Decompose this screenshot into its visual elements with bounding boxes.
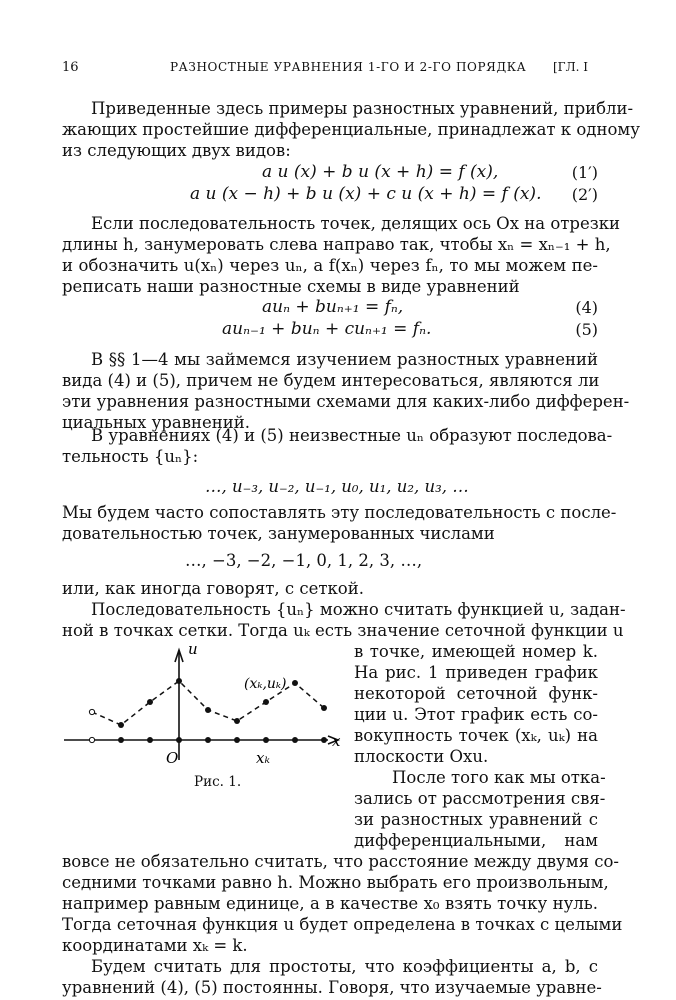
para8-line: вовсе не обязательно считать, что расстояние между двумя со- bbox=[62, 852, 619, 871]
equation-2-number: (2′) bbox=[571, 185, 598, 204]
para8-line: например равным единице, а в качестве x₀ взять точку нуль. bbox=[62, 894, 598, 913]
graph-dashed-polyline bbox=[92, 681, 324, 725]
para7-wrap-line: плоскости Oxu. bbox=[354, 747, 489, 766]
grid-node bbox=[234, 737, 240, 743]
graph-point bbox=[176, 678, 182, 684]
grid-node bbox=[292, 737, 298, 743]
para1-line: жающих простейшие дифференциальные, принадлежат к одному bbox=[62, 120, 640, 139]
para4-line: В уравнениях (4) и (5) неизвестные uₙ образуют последова- bbox=[91, 426, 613, 445]
para3-line: циальных уравнений. bbox=[62, 413, 250, 432]
para7-wrap-line: На рис. 1 приведен график bbox=[354, 663, 598, 682]
equation-4-formula: auₙ + buₙ₊₁ = fₙ, bbox=[262, 297, 404, 317]
graph-point bbox=[205, 707, 211, 713]
para3-line: В §§ 1—4 мы займемся изучением разностных уравнений bbox=[91, 350, 598, 369]
sequence-integers: …, −3, −2, −1, 0, 1, 2, 3, …, bbox=[185, 551, 423, 570]
equation-4-number: (4) bbox=[575, 298, 598, 317]
graph-point bbox=[292, 680, 298, 686]
para7-wrap-line: вокупность точек (xₖ, uₖ) на bbox=[354, 726, 598, 745]
para8-wrap-line: зались от рассмотрения свя- bbox=[354, 789, 606, 808]
grid-node bbox=[263, 737, 269, 743]
para7-line: ной в точках сетки. Тогда uₖ есть значение сеточной функции u bbox=[62, 621, 624, 640]
para9-line: Будем считать для простоты, что коэффициенты a, b, c bbox=[91, 957, 598, 976]
grid-node bbox=[176, 737, 182, 743]
grid-node bbox=[147, 737, 153, 743]
para3-line: вида (4) и (5), причем не будем интересоваться, являются ли bbox=[62, 371, 600, 390]
para2-line: Если последовательность точек, делящих ось Ox на отрезки bbox=[91, 214, 621, 233]
tick-label-xk: xₖ bbox=[256, 749, 270, 767]
sequence-u: …, u₋₃, u₋₂, u₋₁, u₀, u₁, u₂, u₃, … bbox=[205, 477, 469, 496]
graph-point bbox=[263, 699, 269, 705]
graph-point bbox=[147, 699, 153, 705]
equation-2-formula: a u (x − h) + b u (x) + c u (x + h) = f (x). bbox=[190, 184, 542, 204]
para4-line: тельность {uₙ}: bbox=[62, 447, 199, 466]
figure-1-grid-function bbox=[62, 636, 347, 776]
para8-wrap-line: зи разностных уравнений с bbox=[354, 810, 598, 829]
para6-line: или, как иногда говорят, с сеткой. bbox=[62, 579, 364, 598]
running-title: РАЗНОСТНЫЕ УРАВНЕНИЯ 1-ГО И 2-ГО ПОРЯДКА bbox=[170, 60, 527, 74]
graph-point bbox=[234, 718, 240, 724]
para8-line: координатами xₖ = k. bbox=[62, 936, 248, 955]
para7-line: Последовательность {uₙ} можно считать функцией u, задан- bbox=[91, 600, 626, 619]
para3-line: эти уравнения разностными схемами для каких-либо дифферен- bbox=[62, 392, 630, 411]
graph-point bbox=[321, 705, 327, 711]
para7-wrap-line: в точке, имеющей номер k. bbox=[354, 642, 598, 661]
para5-line: довательностью точек, занумерованных числами bbox=[62, 524, 495, 543]
grid-node bbox=[118, 737, 124, 743]
figure-caption: Рис. 1. bbox=[194, 774, 242, 790]
para7-wrap-line: некоторой сеточной функ- bbox=[354, 684, 598, 703]
equation-1-number: (1′) bbox=[571, 163, 598, 182]
graph-point bbox=[118, 722, 124, 728]
equation-1-formula: a u (x) + b u (x + h) = f (x), bbox=[262, 162, 499, 182]
equation-5-formula: auₙ₋₁ + buₙ + cuₙ₊₁ = fₙ. bbox=[222, 319, 432, 339]
para7-wrap-line: ции u. Этот график есть со- bbox=[354, 705, 598, 724]
para8-wrap-line: дифференциальными, нам bbox=[354, 831, 598, 850]
para2-line: длины h, занумеровать слева направо так, чтобы xₙ = xₙ₋₁ + h, bbox=[62, 235, 611, 254]
equation-5-number: (5) bbox=[575, 320, 598, 339]
para5-line: Мы будем часто сопоставлять эту последовательность с после- bbox=[62, 503, 617, 522]
x-axis-label: x bbox=[332, 732, 341, 750]
para8-line: седними точками равно h. Можно выбрать его произвольным, bbox=[62, 873, 609, 892]
para8-wrap-line: После того как мы отка- bbox=[392, 768, 606, 787]
point-label: (xₖ,uₖ) bbox=[244, 676, 287, 692]
origin-label: O bbox=[166, 749, 179, 767]
grid-node bbox=[321, 737, 327, 743]
para1-line: Приведенные здесь примеры разностных уравнений, прибли- bbox=[91, 99, 634, 118]
grid-node bbox=[89, 737, 94, 742]
page-number: 16 bbox=[62, 60, 79, 75]
para9-line: уравнений (4), (5) постоянны. Говоря, что изучаемые уравне- bbox=[62, 978, 602, 997]
graph-point bbox=[89, 709, 94, 714]
para8-line: Тогда сеточная функция u будет определена в точках с целыми bbox=[62, 915, 623, 934]
para2-line: и обозначить u(xₙ) через uₙ, а f(xₙ) через fₙ, то мы можем пе- bbox=[62, 256, 598, 275]
para2-line: реписать наши разностные схемы в виде уравнений bbox=[62, 277, 520, 296]
grid-node bbox=[205, 737, 211, 743]
para1-line: из следующих двух видов: bbox=[62, 141, 291, 160]
chapter-label: [ГЛ. I bbox=[553, 60, 589, 74]
u-axis-label: u bbox=[188, 640, 198, 658]
